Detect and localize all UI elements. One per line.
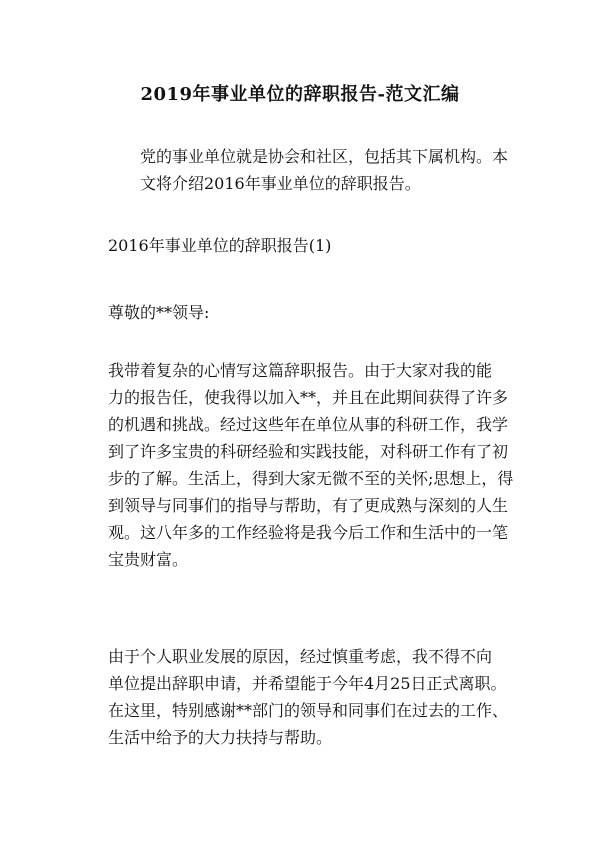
paragraph-line: 力的报告任，使我得以加入**，并且在此期间获得了许多 [108,388,509,407]
section-heading: 2016年事业单位的辞职报告(1) [108,236,332,255]
paragraph-line: 由于个人职业发展的原因，经过慎重考虑，我不得不向 [108,647,493,666]
paragraph-line: 到了许多宝贵的科研经验和实践技能，对科研工作有了初 [108,442,509,461]
body-paragraph-2 [108,643,509,751]
paragraph-line: 宝贵财富。 [108,550,189,569]
paragraph-line: 步的了解。生活上，得到大家无微不至的关怀;思想上，得 [108,469,514,488]
paragraph-line: 观。这八年多的工作经验将是我今后工作和生活中的一笔 [108,523,509,542]
salutation: 尊敬的**领导: [108,303,210,322]
intro-line: 文将介绍2016年事业单位的辞职报告。 [140,174,421,193]
paragraph-line: 生活中给予的大力扶持与帮助。 [108,728,333,747]
intro-line: 党的事业单位就是协会和社区，包括其下属机构。本 [140,147,509,166]
paragraph-line: 到领导与同事们的指导与帮助，有了更成熟与深刻的人生 [108,496,509,515]
document-title: 2019年事业单位的辞职报告-范文汇编 [140,84,460,105]
paragraph-line: 我带着复杂的心情写这篇辞职报告。由于大家对我的能 [108,361,493,380]
paragraph-line: 的机遇和挑战。经过这些年在单位从事的科研工作，我学 [108,415,509,434]
intro-paragraph [108,143,509,197]
body-paragraph-1 [108,357,514,573]
paragraph-line: 在这里，特别感谢**部门的领导和同事们在过去的工作、 [108,701,509,720]
paragraph-line: 单位提出辞职申请，并希望能于今年4月25日正式离职。 [108,674,507,693]
